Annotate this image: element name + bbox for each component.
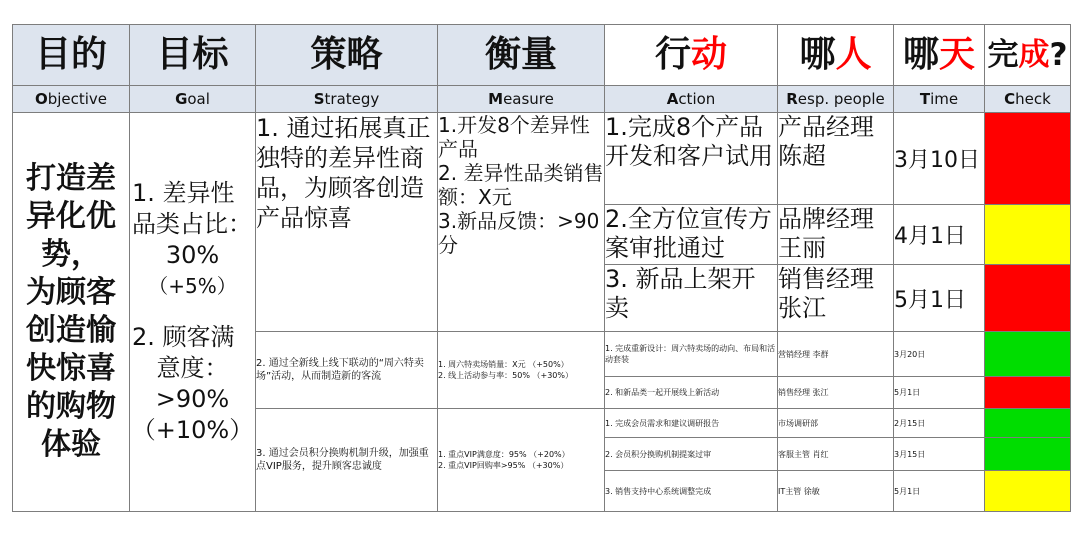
time-cell: 5月1日 [894,471,985,512]
objective-line: 快惊喜 [26,351,116,386]
strategy-cell: 1. 通过拓展真正独特的差异性商品，为顾客创造产品惊喜 [256,113,438,332]
resp-cell: 市场调研部 [778,409,894,438]
header-action-black: 行 [654,34,691,75]
sub-goal-rest: oal [187,90,210,108]
sub-time-initial: T [919,90,931,108]
objective-line: 创造愉 [26,313,116,348]
objective-line: 为顾客 [26,275,116,310]
table-row [13,113,1071,205]
time-cell: 2月15日 [894,409,985,438]
subheader-row [13,86,1071,113]
sub-action-initial: A [666,90,679,108]
resp-cell: 产品经理陈超 [778,113,894,205]
check-cell [985,409,1071,438]
header-who-red: 人 [835,34,872,75]
goal-line: 意度： [156,354,229,382]
sub-strategy-rest: trategy [324,90,380,108]
sub-check-initial: C [1004,90,1016,108]
resp-cell: 销售经理 张江 [778,377,894,409]
header-when [894,25,985,86]
header-objective: 目的 [13,25,130,86]
resp-cell: IT主管 徐敏 [778,471,894,512]
header-when-red: 天 [939,34,976,75]
header-who-black: 哪 [799,34,836,75]
time-cell: 5月1日 [894,265,985,332]
sub-objective-initial: O [34,90,48,108]
sub-resp-rest: esp. people [797,90,885,108]
sub-goal [130,86,256,113]
sub-action [605,86,778,113]
action-cell: 3. 销售支持中心系统调整完成 [605,471,778,512]
measure-cell: 1. 重点VIP满意度：95% （+20%） 2. 重点VIP回购率>95% （+30%） [438,409,605,512]
action-cell: 2.全方位宣传方案审批通过 [605,205,778,265]
sub-measure-rest: easure [503,90,554,108]
header-when-black: 哪 [902,34,939,75]
header-done-black: 完 [987,36,1019,73]
goal-line: >90% [155,385,230,413]
header-row [13,25,1071,86]
sub-action-rest: ction [678,90,716,108]
sub-time [894,86,985,113]
ogsm-table [12,24,1071,512]
sub-strategy [256,86,438,113]
goal-line: 30% [165,241,220,269]
objective-line: 势， [41,237,101,272]
strategy-cell: 3. 通过会员积分换购机制升级，加强重点VIP服务，提升顾客忠诚度 [256,409,438,512]
time-cell: 5月1日 [894,377,985,409]
sub-resp-initial: R [786,90,798,108]
objective-line: 打造差 [26,161,116,196]
goal-line: （+5%） [148,274,237,298]
goal-line: （+10%） [131,416,254,444]
sub-measure-initial: M [488,90,504,108]
objective-line: 体验 [41,427,101,462]
objective-cell [13,113,130,512]
sub-objective-rest: bjective [47,90,108,108]
check-cell [985,471,1071,512]
action-cell: 2. 和新品类一起开展线上新活动 [605,377,778,409]
header-action-red: 动 [691,34,728,75]
resp-cell: 客服主管 肖红 [778,438,894,471]
header-measure: 衡量 [438,25,605,86]
check-cell [985,377,1071,409]
action-cell: 2. 会员积分换购机制提案过审 [605,438,778,471]
objective-line: 的购物 [26,389,116,424]
header-strategy: 策略 [256,25,438,86]
goal-cell [130,113,256,512]
check-cell [985,332,1071,377]
action-cell: 1. 完成会员需求和建议调研报告 [605,409,778,438]
time-cell: 3月20日 [894,332,985,377]
resp-cell: 销售经理张江 [778,265,894,332]
sub-strategy-initial: S [313,90,325,108]
time-cell: 3月15日 [894,438,985,471]
sub-objective [13,86,130,113]
header-done-red: 成 [1018,36,1050,73]
action-cell: 1. 完成重新设计：周六特卖场的动向、布局和活动套装 [605,332,778,377]
sub-resp [778,86,894,113]
sub-time-rest: ime [930,90,959,108]
goal-line: 1. 差异性 [132,179,235,207]
check-cell [985,113,1071,205]
header-action [605,25,778,86]
objective-line: 异化优 [26,199,116,234]
header-goal: 目标 [130,25,256,86]
action-cell: 3. 新品上架开卖 [605,265,778,332]
sub-check-rest: heck [1015,90,1051,108]
action-cell: 1.完成8个产品开发和客户试用 [605,113,778,205]
strategy-cell: 2. 通过全新线上线下联动的“周六特卖场”活动，从而制造新的客流 [256,332,438,409]
check-cell [985,438,1071,471]
check-cell [985,265,1071,332]
sub-goal-initial: G [175,90,188,108]
sub-check [985,86,1071,113]
goal-line: 2. 顾客满 [132,323,235,351]
sub-measure [438,86,605,113]
header-done [985,25,1071,86]
check-cell [985,205,1071,265]
header-done-q: ? [1049,36,1068,73]
resp-cell: 营销经理 李群 [778,332,894,377]
measure-cell: 1.开发8个差异性产品 2. 差异性品类销售额：X元 3.新品反馈：>90分 [438,113,605,332]
time-cell: 3月10日 [894,113,985,205]
measure-cell: 1. 周六特卖场销量：X元 （+50%） 2. 线上活动参与率：50% （+30%） [438,332,605,409]
resp-cell: 品牌经理王丽 [778,205,894,265]
time-cell: 4月1日 [894,205,985,265]
goal-line: 品类占比： [132,210,252,238]
header-who [778,25,894,86]
